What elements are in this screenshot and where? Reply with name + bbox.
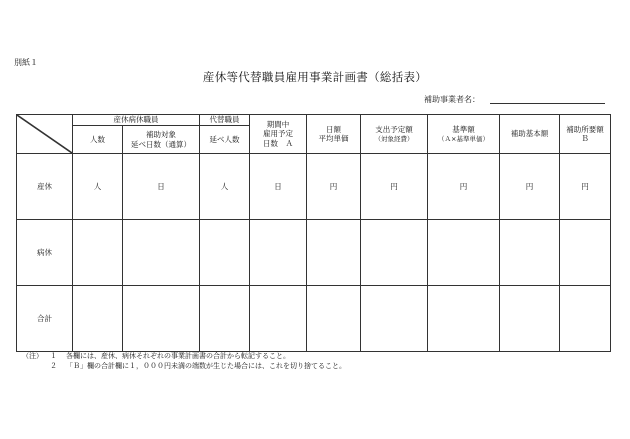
input-cell[interactable]	[560, 220, 611, 286]
input-cell[interactable]	[361, 286, 428, 352]
header-sub-staff: 代替職員	[200, 115, 250, 126]
header-sub-days: 延べ人数	[200, 126, 250, 154]
form-id: 別紙１	[14, 58, 38, 67]
applicant-name-field[interactable]	[490, 103, 605, 104]
header-planned-expense: 支出予定額 （対象経費）	[361, 115, 428, 154]
input-cell[interactable]	[560, 286, 611, 352]
input-cell[interactable]	[200, 286, 250, 352]
input-cell[interactable]	[307, 286, 361, 352]
unit-cell[interactable]: 円	[307, 154, 361, 220]
table-row-total	[17, 286, 611, 352]
unit-cell[interactable]: 円	[560, 154, 611, 220]
input-cell[interactable]	[250, 220, 307, 286]
corner-diagonal-cell	[17, 115, 73, 154]
header-period-days: 期間中 雇用予定 日数 Ａ	[250, 115, 307, 154]
note-text: 各欄には、産休、病休それぞれの事業計画書の合計から転記すること。	[66, 352, 290, 360]
row-label-maternity: 産休	[17, 154, 73, 220]
header-leave-days: 補助対象 延べ日数（通算）	[123, 126, 200, 154]
input-cell[interactable]	[428, 220, 500, 286]
diagonal-line	[17, 115, 72, 153]
input-cell[interactable]	[123, 286, 200, 352]
unit-cell[interactable]: 人	[200, 154, 250, 220]
page-title: 産休等代替職員雇用事業計画書（総括表）	[202, 70, 428, 84]
table-row-sick-leave	[17, 220, 611, 286]
input-cell[interactable]	[123, 220, 200, 286]
header-leave-people: 人数	[73, 126, 123, 154]
input-cell[interactable]	[307, 220, 361, 286]
applicant-label: 補助事業者名：	[424, 95, 480, 104]
note-prefix: （注）	[22, 352, 43, 360]
table-row-maternity	[17, 154, 611, 220]
input-cell[interactable]	[428, 286, 500, 352]
header-leave-staff: 産休病休職員	[73, 115, 200, 126]
unit-cell[interactable]: 円	[361, 154, 428, 220]
input-cell[interactable]	[73, 286, 123, 352]
note-number: １	[50, 352, 57, 360]
header-subsidy-base: 補助基本額	[500, 115, 560, 154]
input-cell[interactable]	[73, 220, 123, 286]
header-base-amount: 基準額 （Ａ×基準単価）	[428, 115, 500, 154]
plan-summary-table	[16, 114, 611, 352]
row-label-total: 合計	[17, 286, 73, 352]
unit-cell[interactable]: 日	[250, 154, 307, 220]
input-cell[interactable]	[250, 286, 307, 352]
row-label-sick-leave: 病休	[17, 220, 73, 286]
note-number: ２	[50, 362, 57, 370]
unit-cell[interactable]: 人	[73, 154, 123, 220]
input-cell[interactable]	[500, 286, 560, 352]
header-daily-wage: 日額 平均単価	[307, 115, 361, 154]
unit-cell[interactable]: 日	[123, 154, 200, 220]
input-cell[interactable]	[500, 220, 560, 286]
unit-cell[interactable]: 円	[500, 154, 560, 220]
unit-cell[interactable]: 円	[428, 154, 500, 220]
input-cell[interactable]	[200, 220, 250, 286]
input-cell[interactable]	[361, 220, 428, 286]
header-subsidy-required: 補助所要額 Ｂ	[560, 115, 611, 154]
note-text: 「Ｂ」欄の合計欄に１，０００円未満の端数が生じた場合には、これを切り捨てること。	[66, 362, 346, 370]
